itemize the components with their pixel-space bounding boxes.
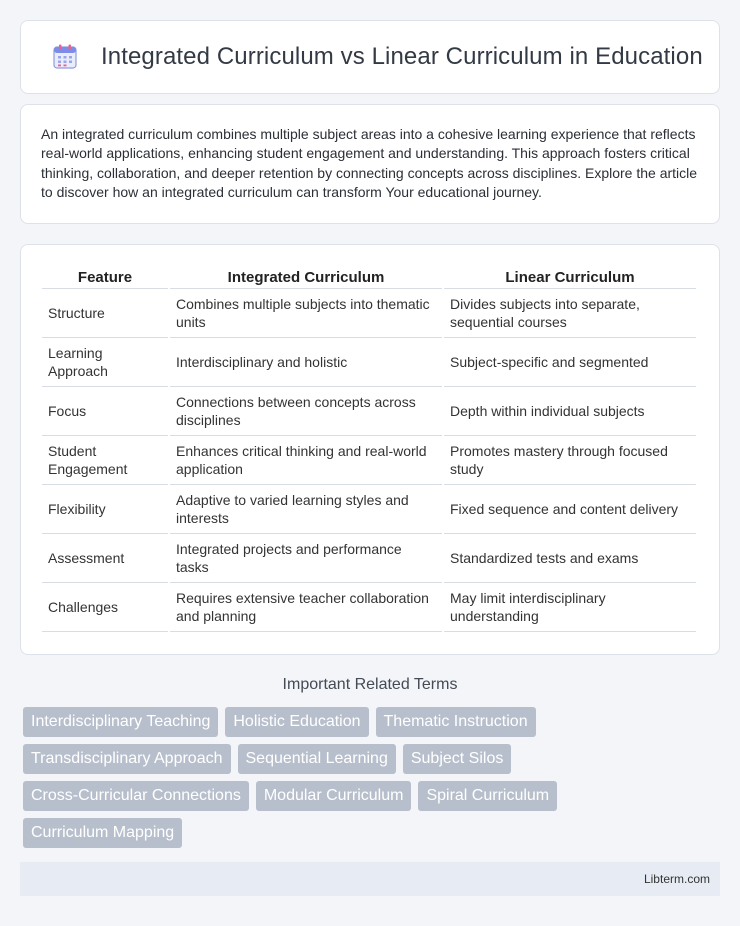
- tag-holistic-education[interactable]: Holistic Education: [225, 707, 368, 737]
- feature-cell: Focus: [42, 387, 168, 436]
- linear-cell: Standardized tests and exams: [444, 534, 696, 583]
- table-row: [42, 338, 696, 387]
- linear-cell: May limit interdisciplinary understanding: [444, 583, 696, 632]
- tag-subject-silos[interactable]: Subject Silos: [403, 744, 512, 774]
- tag-row: [23, 818, 723, 848]
- tag-transdisciplinary-approach[interactable]: Transdisciplinary Approach: [23, 744, 231, 774]
- table-row: [42, 534, 696, 583]
- table-row: [42, 387, 696, 436]
- linear-cell: Fixed sequence and content delivery: [444, 485, 696, 534]
- linear-cell: Subject-specific and segmented: [444, 338, 696, 387]
- related-terms-heading: Important Related Terms: [282, 676, 458, 693]
- feature-cell: Assessment: [42, 534, 168, 583]
- linear-cell: Depth within individual subjects: [444, 387, 696, 436]
- table-header-row: [42, 267, 696, 289]
- header-integrated: Integrated Curriculum: [170, 267, 442, 289]
- feature-cell: Challenges: [42, 583, 168, 632]
- intro-paragraph: An integrated curriculum combines multiple subject areas into a cohesive learning experience that reflects real-world applications, enhancing student engagement and understanding. This approach fosters critical thinking, collaboration, and deeper retention by connecting concepts across disciplines. Explore the article to discover how an integrated curriculum can transform Your educational journey.: [41, 126, 698, 201]
- feature-cell: Learning Approach: [42, 338, 168, 387]
- tag-sequential-learning[interactable]: Sequential Learning: [238, 744, 396, 774]
- integrated-cell: Connections between concepts across disciplines: [170, 387, 442, 436]
- comparison-table: [40, 267, 698, 632]
- footer-site-link[interactable]: Libterm.com: [643, 872, 710, 886]
- header-feature: Feature: [42, 267, 168, 289]
- table-row: [42, 436, 696, 485]
- linear-cell: Promotes mastery through focused study: [444, 436, 696, 485]
- tag-modular-curriculum[interactable]: Modular Curriculum: [256, 781, 412, 811]
- comparison-table-card: [20, 244, 720, 655]
- feature-cell: Student Engagement: [42, 436, 168, 485]
- title-card: [20, 20, 720, 94]
- feature-cell: Flexibility: [42, 485, 168, 534]
- table-row: [42, 583, 696, 632]
- tag-row: [23, 744, 723, 774]
- table-row: [42, 289, 696, 338]
- tag-row: [23, 707, 723, 737]
- linear-cell: Divides subjects into separate, sequential courses: [444, 289, 696, 338]
- page-title: Integrated Curriculum vs Linear Curriculum in Education: [101, 43, 703, 70]
- footer: [20, 862, 720, 896]
- related-terms-list: [23, 707, 723, 855]
- intro-card: [20, 104, 720, 224]
- tag-thematic-instruction[interactable]: Thematic Instruction: [376, 707, 536, 737]
- integrated-cell: Enhances critical thinking and real-world application: [170, 436, 442, 485]
- integrated-cell: Combines multiple subjects into thematic units: [170, 289, 442, 338]
- tag-interdisciplinary-teaching[interactable]: Interdisciplinary Teaching: [23, 707, 218, 737]
- integrated-cell: Requires extensive teacher collaboration and planning: [170, 583, 442, 632]
- integrated-cell: Adaptive to varied learning styles and interests: [170, 485, 442, 534]
- tag-spiral-curriculum[interactable]: Spiral Curriculum: [418, 781, 557, 811]
- integrated-cell: Interdisciplinary and holistic: [170, 338, 442, 387]
- tag-row: [23, 781, 723, 811]
- tag-curriculum-mapping[interactable]: Curriculum Mapping: [23, 818, 182, 848]
- header-linear: Linear Curriculum: [444, 267, 696, 289]
- calendar-icon: [51, 43, 79, 71]
- feature-cell: Structure: [42, 289, 168, 338]
- table-row: [42, 485, 696, 534]
- integrated-cell: Integrated projects and performance tasks: [170, 534, 442, 583]
- tag-cross-curricular-connections[interactable]: Cross-Curricular Connections: [23, 781, 249, 811]
